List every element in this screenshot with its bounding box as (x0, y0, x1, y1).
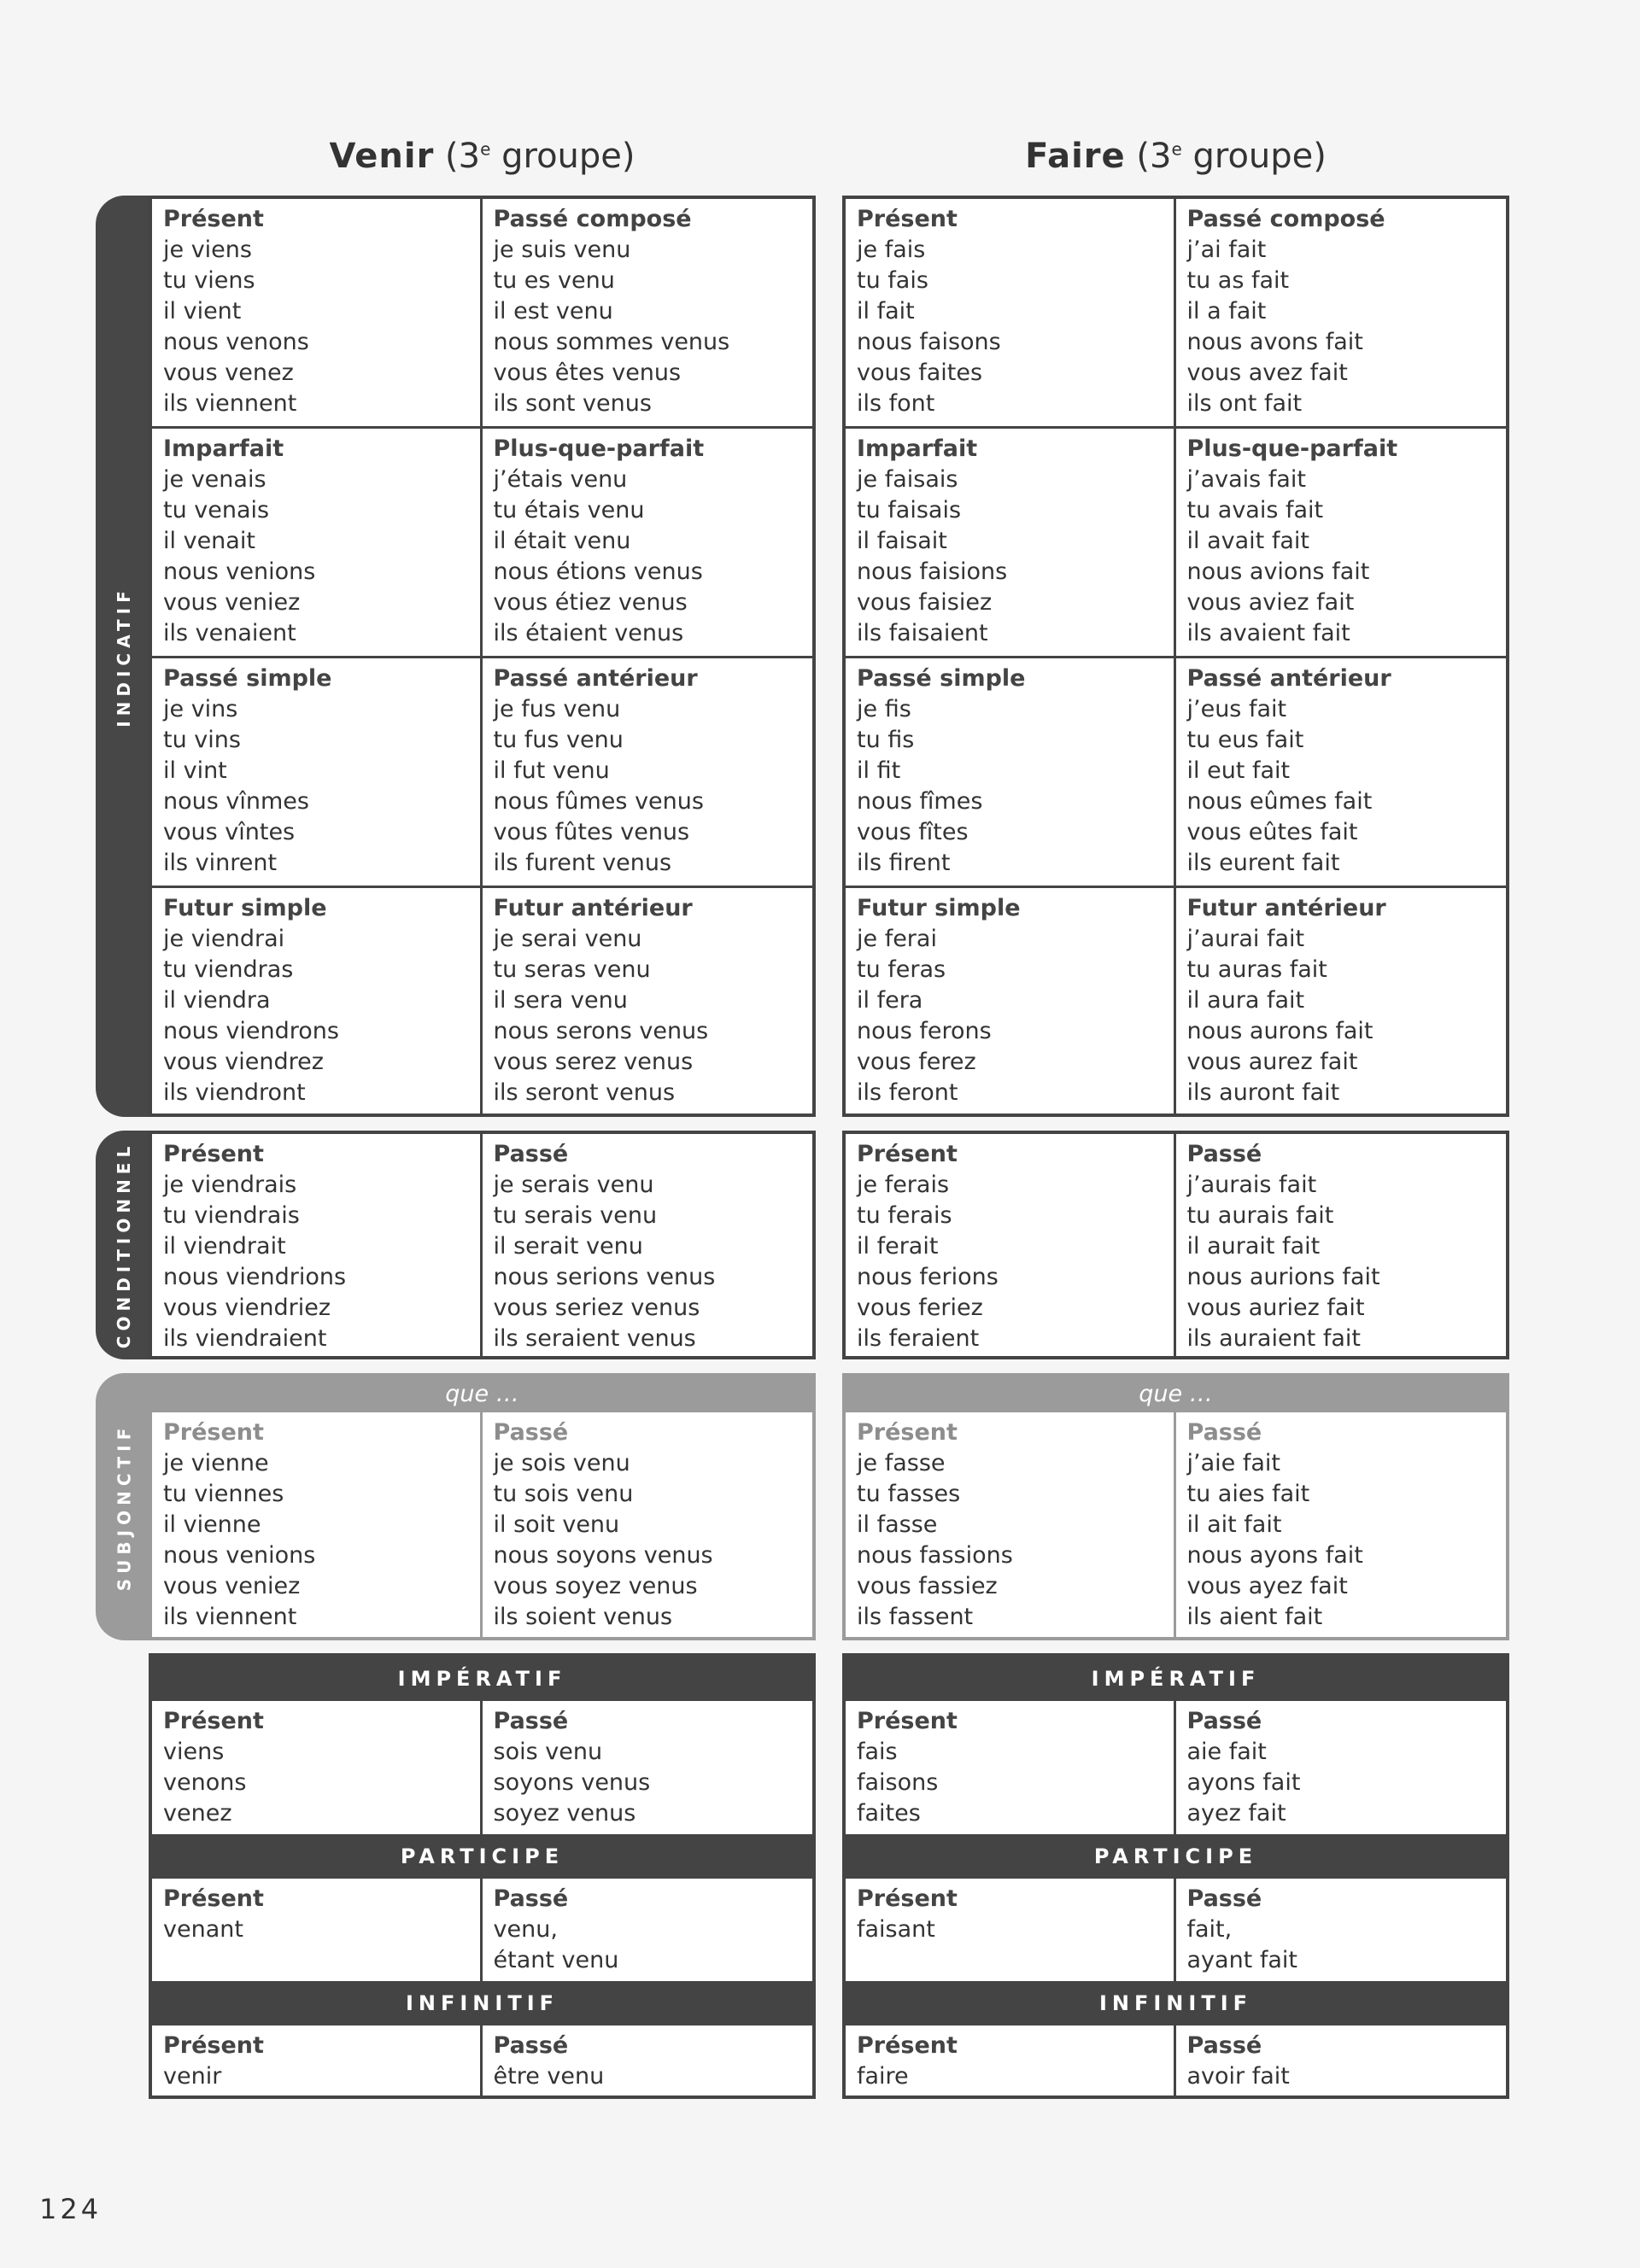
mood-tab-indicatif (96, 196, 152, 1117)
conjugated-form: nous viendrons (163, 1018, 339, 1044)
tense-cell (483, 1701, 813, 1834)
conjugated-form: il soit venu (493, 1511, 620, 1538)
conjugated-form: ils viendront (163, 1079, 306, 1106)
infinitif-header: INFINITIF (846, 1981, 1506, 2025)
tense-row (152, 886, 812, 1115)
conjugated-form: tu serais venu (493, 1202, 658, 1229)
tense-cell (483, 1879, 813, 1981)
conjugated-form: je faisais (857, 466, 958, 493)
participe-header: PARTICIPE (846, 1834, 1506, 1879)
conjugated-form: il ait fait (1186, 1511, 1282, 1538)
conjugated-form: il était venu (493, 528, 631, 554)
tense-cell (152, 888, 483, 1115)
conjugated-form: étant venu (493, 1947, 619, 1973)
conjugated-form: il aurait fait (1186, 1233, 1321, 1260)
conjugated-form: vous ferez (857, 1049, 976, 1075)
conjugated-form: nous sommes venus (493, 329, 730, 355)
tense-heading: Présent (163, 1141, 264, 1167)
conjugated-form: vous seriez venus (493, 1295, 700, 1321)
conjugated-form: ils soient venus (493, 1604, 673, 1630)
imperatif-header: IMPÉRATIF (846, 1657, 1506, 1701)
conjugated-form: vous eûtes fait (1186, 819, 1358, 845)
conjugated-form: aie fait (1186, 1739, 1267, 1765)
conjugated-form: tu viendrais (163, 1202, 300, 1229)
conjugated-form: vous ayez fait (1186, 1573, 1348, 1599)
tense-heading: Présent (163, 1885, 264, 1912)
tense-cell (1176, 888, 1507, 1115)
conjugated-form: tu faisais (857, 497, 962, 523)
conjugated-form: vous faisiez (857, 589, 993, 616)
conjugated-form: je ferais (857, 1172, 950, 1198)
conjugated-form: il fut venu (493, 757, 610, 784)
conjugated-form: soyons venus (493, 1769, 651, 1796)
conjugated-form: tu fais (857, 267, 928, 294)
conjugated-form: vous fîtes (857, 819, 969, 845)
tense-cell (1176, 1701, 1507, 1834)
tense-heading: Futur antérieur (1186, 895, 1386, 921)
tense-row (152, 1701, 812, 1834)
tense-row (152, 426, 812, 656)
tense-row (152, 1412, 812, 1637)
conjugated-form: il venait (163, 528, 255, 554)
conjugated-form: faisant (857, 1916, 935, 1943)
tense-heading: Passé (493, 2032, 569, 2059)
conjugated-form: ils faisaient (857, 620, 988, 646)
conjugated-form: nous serons venus (493, 1018, 709, 1044)
tense-heading: Présent (163, 206, 264, 232)
conjugated-form: tu sois venu (493, 1481, 634, 1507)
conjugated-form: je sois venu (493, 1450, 630, 1476)
conjugated-form: je vienne (163, 1450, 269, 1476)
tense-cell (483, 1134, 813, 1356)
tense-cell (1176, 2025, 1507, 2097)
conjugated-form: fais (857, 1739, 898, 1765)
conjugated-form: nous avions fait (1186, 558, 1370, 585)
conjugated-form: il est venu (493, 298, 613, 324)
conjugated-form: être venu (493, 2063, 605, 2090)
tense-heading: Passé (493, 1419, 569, 1446)
conjugated-form: ils auraient fait (1186, 1325, 1361, 1352)
tense-cell (846, 1134, 1176, 1356)
indicatif-table (149, 196, 816, 1117)
conjugated-form: nous fûmes venus (493, 788, 704, 815)
tense-row (846, 2025, 1506, 2097)
conjugated-form: il ferait (857, 1233, 939, 1260)
verb-title-venir (149, 137, 816, 176)
verb-group: (3e groupe) (1136, 137, 1327, 176)
conjugated-form: je fais (857, 237, 926, 263)
conjugated-form: vous avez fait (1186, 359, 1348, 386)
conjugated-form: nous serions venus (493, 1264, 716, 1290)
conjugated-form: ils avaient fait (1186, 620, 1350, 646)
tense-heading: Futur simple (163, 895, 327, 921)
tense-heading: Présent (857, 1419, 958, 1446)
conjugated-form: tu aies fait (1186, 1481, 1310, 1507)
mood-label: INDICATIF (114, 585, 135, 728)
conjugated-form: ils fassent (857, 1604, 974, 1630)
tense-cell (152, 658, 483, 886)
conjugated-form: nous faisions (857, 558, 1008, 585)
conjugated-form: il aura fait (1186, 987, 1305, 1014)
conjugated-form: ils feront (857, 1079, 958, 1106)
tense-row (846, 1879, 1506, 1981)
conjugated-form: il vienne (163, 1511, 261, 1538)
tense-heading: Plus-que-parfait (493, 435, 705, 462)
conjugated-form: vous êtes venus (493, 359, 682, 386)
tense-heading: Futur antérieur (493, 895, 693, 921)
tense-row (846, 1412, 1506, 1637)
tense-cell (483, 658, 813, 886)
conjugated-form: tu es venu (493, 267, 615, 294)
conjugated-form: tu fus venu (493, 727, 624, 753)
tense-cell (1176, 1412, 1507, 1637)
conjugated-form: nous avons fait (1186, 329, 1363, 355)
tense-heading: Passé (493, 1885, 569, 1912)
conjugated-form: vous veniez (163, 589, 301, 616)
conjugated-form: ils aient fait (1186, 1604, 1323, 1630)
conjugated-form: il vient (163, 298, 242, 324)
tense-cell (152, 2025, 483, 2097)
tense-cell (1176, 658, 1507, 886)
conjugated-form: je serai venu (493, 926, 642, 952)
conjugated-form: ayant fait (1186, 1947, 1297, 1973)
conjugated-form: nous étions venus (493, 558, 703, 585)
conjugated-form: tu seras venu (493, 956, 651, 983)
tense-heading: Présent (857, 206, 958, 232)
tense-cell (846, 199, 1176, 426)
conjugated-form: nous venions (163, 1542, 316, 1569)
tense-cell (846, 429, 1176, 656)
conjugated-form: vous vîntes (163, 819, 296, 845)
conjugated-form: venir (163, 2063, 222, 2090)
other-moods-table (842, 1653, 1509, 2099)
conjugated-form: tu eus fait (1186, 727, 1304, 753)
conjugated-form: tu ferais (857, 1202, 952, 1229)
tense-heading: Passé (1186, 1885, 1262, 1912)
tense-heading: Passé antérieur (1186, 665, 1391, 692)
conjugated-form: avoir fait (1186, 2063, 1290, 2090)
conjugated-form: nous eûmes fait (1186, 788, 1373, 815)
conjugated-form: tu viendras (163, 956, 294, 983)
conjugated-form: je serais venu (493, 1172, 654, 1198)
verb-title-faire (842, 137, 1509, 176)
conjugated-form: ils ont fait (1186, 390, 1303, 417)
conjugated-form: ils feraient (857, 1325, 980, 1352)
conjugated-form: je viendrais (163, 1172, 297, 1198)
conjugated-form: il viendra (163, 987, 271, 1014)
tense-heading: Passé simple (163, 665, 332, 692)
indicatif-table (842, 196, 1509, 1117)
tense-cell (846, 2025, 1176, 2097)
conjugated-form: il fit (857, 757, 901, 784)
tense-cell (846, 1879, 1176, 1981)
conjugated-form: vous venez (163, 359, 294, 386)
conjugated-form: nous venions (163, 558, 316, 585)
conjugated-form: nous ayons fait (1186, 1542, 1363, 1569)
tense-cell (846, 658, 1176, 886)
conditionnel-table (842, 1131, 1509, 1359)
tense-row (846, 1134, 1506, 1356)
tense-row (846, 199, 1506, 426)
conjugated-form: ayez fait (1186, 1800, 1286, 1827)
conjugated-form: tu viens (163, 267, 255, 294)
conjugated-form: tu vins (163, 727, 241, 753)
tense-cell (152, 1412, 483, 1637)
tense-heading: Présent (857, 1708, 958, 1734)
tense-row (846, 1701, 1506, 1834)
conjugated-form: soyez venus (493, 1800, 636, 1827)
imperatif-header: IMPÉRATIF (152, 1657, 812, 1701)
conjugated-form: vous fûtes venus (493, 819, 690, 845)
conjugated-form: je vins (163, 696, 238, 722)
tense-cell (152, 199, 483, 426)
conjugated-form: il fait (857, 298, 915, 324)
tense-heading: Passé (1186, 1708, 1262, 1734)
conjugated-form: venons (163, 1769, 247, 1796)
conjugated-form: viens (163, 1739, 225, 1765)
conjugated-form: il fasse (857, 1511, 938, 1538)
conjugated-form: tu viennes (163, 1481, 284, 1507)
conjugated-form: j’aurais fait (1186, 1172, 1317, 1198)
conjugated-form: venant (163, 1916, 243, 1943)
conjugated-form: tu avais fait (1186, 497, 1324, 523)
tense-cell (152, 1134, 483, 1356)
conjugated-form: vous fassiez (857, 1573, 998, 1599)
tense-heading: Passé (1186, 1419, 1262, 1446)
tense-cell (152, 429, 483, 656)
tense-heading: Présent (163, 1708, 264, 1734)
tense-heading: Présent (163, 1419, 264, 1446)
tense-row (152, 1134, 812, 1356)
conjugated-form: j’aie fait (1186, 1450, 1280, 1476)
conjugated-form: vous viendrez (163, 1049, 324, 1075)
conjugated-form: tu auras fait (1186, 956, 1327, 983)
tense-heading: Plus-que-parfait (1186, 435, 1398, 462)
conjugated-form: je fis (857, 696, 911, 722)
conjugated-form: ils furent venus (493, 850, 672, 876)
conjugated-form: ils firent (857, 850, 951, 876)
tense-cell (483, 2025, 813, 2097)
tense-heading: Présent (857, 1141, 958, 1167)
conjugated-form: il sera venu (493, 987, 628, 1014)
conjugated-form: il eut fait (1186, 757, 1291, 784)
tense-cell (152, 1879, 483, 1981)
conjugated-form: je suis venu (493, 237, 631, 263)
conjugated-form: ils seront venus (493, 1079, 676, 1106)
conjugated-form: je fasse (857, 1450, 946, 1476)
conjugated-form: vous faites (857, 359, 983, 386)
tense-heading: Passé (493, 1708, 569, 1734)
page-number: 124 (39, 2193, 102, 2225)
tense-heading: Présent (857, 2032, 958, 2059)
tense-row (846, 656, 1506, 886)
conjugated-form: tu venais (163, 497, 270, 523)
conjugated-form: nous fîmes (857, 788, 983, 815)
conjugated-form: ils venaient (163, 620, 296, 646)
tense-heading: Passé simple (857, 665, 1026, 692)
conditionnel-table (149, 1131, 816, 1359)
conjugated-form: tu fasses (857, 1481, 961, 1507)
conjugated-form: nous venons (163, 329, 309, 355)
conjugated-form: ils auront fait (1186, 1079, 1340, 1106)
conjugated-form: je venais (163, 466, 266, 493)
conjugated-form: j’avais fait (1186, 466, 1306, 493)
conjugated-form: nous ferions (857, 1264, 999, 1290)
conjugated-form: vous aurez fait (1186, 1049, 1358, 1075)
tense-cell (483, 199, 813, 426)
verb-name: Venir (329, 137, 435, 176)
conjugated-form: il serait venu (493, 1233, 643, 1260)
conjugated-form: vous auriez fait (1186, 1295, 1365, 1321)
mood-label: SUBJONCTIF (114, 1423, 134, 1591)
conjugated-form: nous fassions (857, 1542, 1013, 1569)
tense-row (152, 2025, 812, 2097)
conjugated-form: vous veniez (163, 1573, 301, 1599)
tense-cell (846, 1412, 1176, 1637)
infinitif-header: INFINITIF (152, 1981, 812, 2025)
tense-cell (846, 888, 1176, 1115)
tense-row (152, 199, 812, 426)
conjugated-form: j’ai fait (1186, 237, 1267, 263)
conjugated-form: vous feriez (857, 1295, 983, 1321)
conjugated-form: ils seraient venus (493, 1325, 696, 1352)
subjonctif-que-header: que … (152, 1377, 812, 1412)
conjugated-form: ils viennent (163, 390, 297, 417)
conjugated-form: tu fis (857, 727, 915, 753)
tense-cell (483, 429, 813, 656)
conjugated-form: il viendrait (163, 1233, 286, 1260)
conjugated-form: tu étais venu (493, 497, 645, 523)
conjugated-form: tu feras (857, 956, 946, 983)
conjugated-form: ayons fait (1186, 1769, 1301, 1796)
conjugated-form: ils viennent (163, 1604, 297, 1630)
tense-row (152, 656, 812, 886)
conjugated-form: ils viendraient (163, 1325, 327, 1352)
conjugated-form: nous aurions fait (1186, 1264, 1380, 1290)
mood-label: CONDITIONNEL (114, 1141, 134, 1349)
conjugated-form: il fera (857, 987, 923, 1014)
conjugated-form: ils vinrent (163, 850, 278, 876)
conjugated-form: j’aurai fait (1186, 926, 1305, 952)
conjugated-form: vous serez venus (493, 1049, 694, 1075)
conjugated-form: il vint (163, 757, 227, 784)
tense-heading: Passé (493, 1141, 569, 1167)
conjugated-form: il faisait (857, 528, 947, 554)
tense-row (846, 886, 1506, 1115)
verb-group: (3e groupe) (445, 137, 636, 176)
tense-heading: Imparfait (163, 435, 284, 462)
conjugated-form: j’eus fait (1186, 696, 1287, 722)
conjugated-form: il avait fait (1186, 528, 1309, 554)
conjugated-form: nous viendrions (163, 1264, 347, 1290)
tense-cell (1176, 1879, 1507, 1981)
mood-tab-subjonctif (96, 1373, 152, 1640)
conjugated-form: tu aurais fait (1186, 1202, 1334, 1229)
tense-heading: Imparfait (857, 435, 978, 462)
conjugated-form: nous faisons (857, 329, 1001, 355)
conjugated-form: tu as fait (1186, 267, 1290, 294)
tense-cell (483, 888, 813, 1115)
tense-cell (483, 1412, 813, 1637)
conjugated-form: je viendrai (163, 926, 285, 952)
tense-cell (152, 1701, 483, 1834)
conjugated-form: faites (857, 1800, 921, 1827)
tense-heading: Passé composé (493, 206, 692, 232)
tense-row (846, 426, 1506, 656)
conjugated-form: venez (163, 1800, 232, 1827)
conjugated-form: vous étiez venus (493, 589, 688, 616)
other-moods-table (149, 1653, 816, 2099)
conjugated-form: nous ferons (857, 1018, 992, 1044)
conjugated-form: venu, (493, 1916, 558, 1943)
tense-heading: Présent (857, 1885, 958, 1912)
conjugated-form: ils étaient venus (493, 620, 684, 646)
conjugated-form: nous vînmes (163, 788, 309, 815)
conjugated-form: ils eurent fait (1186, 850, 1340, 876)
tense-cell (846, 1701, 1176, 1834)
conjugated-form: faire (857, 2063, 909, 2090)
conjugated-form: ils sont venus (493, 390, 652, 417)
conjugated-form: je fus venu (493, 696, 621, 722)
tense-heading: Passé (1186, 1141, 1262, 1167)
tense-heading: Passé composé (1186, 206, 1385, 232)
tense-cell (1176, 1134, 1507, 1356)
tense-heading: Futur simple (857, 895, 1021, 921)
mood-tab-conditionnel (96, 1131, 152, 1359)
tense-cell (1176, 429, 1507, 656)
tense-heading: Passé (1186, 2032, 1262, 2059)
conjugated-form: faisons (857, 1769, 939, 1796)
conjugated-form: nous soyons venus (493, 1542, 713, 1569)
conjugated-form: ils font (857, 390, 935, 417)
conjugated-form: fait, (1186, 1916, 1233, 1943)
conjugated-form: j’étais venu (493, 466, 628, 493)
tense-heading: Passé antérieur (493, 665, 698, 692)
conjugated-form: sois venu (493, 1739, 603, 1765)
tense-cell (1176, 199, 1507, 426)
subjonctif-table (149, 1373, 816, 1640)
tense-heading: Présent (163, 2032, 264, 2059)
verb-name: Faire (1025, 137, 1126, 176)
conjugated-form: je ferai (857, 926, 937, 952)
tense-row (152, 1879, 812, 1981)
conjugated-form: nous aurons fait (1186, 1018, 1374, 1044)
conjugated-form: vous soyez venus (493, 1573, 698, 1599)
subjonctif-que-header: que … (846, 1377, 1506, 1412)
subjonctif-table (842, 1373, 1509, 1640)
conjugated-form: je viens (163, 237, 252, 263)
conjugated-form: vous aviez fait (1186, 589, 1355, 616)
conjugated-form: il a fait (1186, 298, 1267, 324)
conjugated-form: vous viendriez (163, 1295, 331, 1321)
participe-header: PARTICIPE (152, 1834, 812, 1879)
